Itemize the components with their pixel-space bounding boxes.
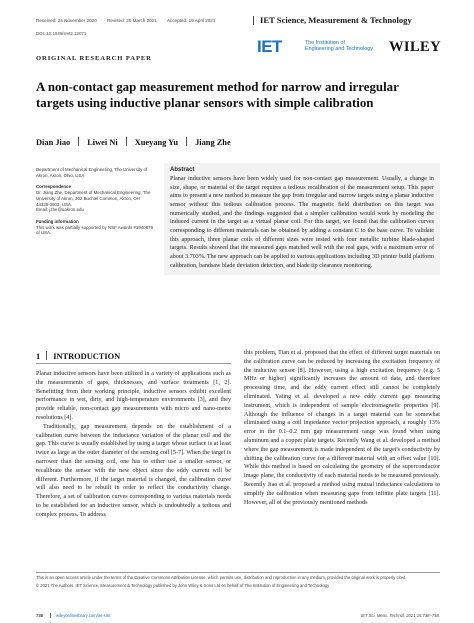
funding-text: This work was partially supported by NSF Awards #1940879 of USA. — [36, 224, 154, 236]
author-name: Xueyang Yu — [134, 138, 179, 147]
page-footer — [36, 613, 440, 619]
section-heading — [36, 351, 231, 364]
paper-title: A non-contact gap measurement method for narrow and irregular targets using inductive planar sensors with simple calibration — [36, 80, 399, 111]
journal-name: IET Science, Measurement & Technology — [260, 15, 412, 25]
author-name: Dian Jiao — [36, 138, 71, 147]
article-dates — [36, 18, 224, 23]
author-separator — [186, 137, 187, 146]
body-paragraph: this problem, Tian et al. proposed that the effect of different target materials on the calibration curve can be reduced by increasing the excitation frequency of the inductive sensor [8]. However, using a high excitation frequency (e.g. 5 MHz or higher) significantly increases the amount of data, and therefore processing time, and the eddy current effect still cannot be completely eliminated. Yating et al. developed a new eddy current gap measuring instrument, which is independent of sample electromagnetic properties [9]. Although the influence of changes in a target material can be somewhat eliminated using a coil impedance vector projection approach, a roughly 13% error in the 0.1–0.2 mm gap measurement range was found when using aluminum and a copper plate targets. Recently Wang et al. developed a method where the gap measurement is made independent of the target's conductivity by shifting the calibration curve for a different material with an offset value [10]. While this method is based on calculating the geometry of the superconductor image plane, the conductivity of each material needs to be measured previously. Recently Jiao et al. proposed a method using mutual inductance calculations to simplify the calibration when measuring gaps from infinite plate targets [11]. However, all of the previously mentioned methods — [244, 350, 440, 506]
affiliation: Department of Mechanical Engineering, The University of Akron, Akron, Ohio, USA — [36, 167, 148, 178]
article-type: ORIGINAL RESEARCH PAPER — [36, 55, 152, 62]
iet-logo-line2: Engineering and Technology — [305, 46, 373, 53]
funding-heading: Funding information — [36, 218, 79, 224]
iet-logo — [257, 37, 377, 56]
journal-link[interactable]: wileyonlinelibrary.com/iet-smt — [56, 613, 111, 618]
correspondence — [36, 184, 154, 213]
body-column-right — [244, 349, 440, 507]
revised-date: Revised: 20 March 2021 — [107, 18, 157, 23]
section-title: INTRODUCTION — [53, 352, 121, 361]
wiley-logo: WILEY — [389, 39, 441, 55]
accepted-date: Accepted: 19 April 2021 — [166, 18, 216, 23]
article-sidebar — [36, 167, 154, 242]
journal-citation: IET Sci. Meas. Technol. 2021;15:738–758. — [361, 613, 440, 618]
section-heading-divider — [46, 351, 47, 360]
abstract-heading: Abstract — [170, 167, 195, 173]
iet-logo-line1: The Institution of — [305, 40, 345, 46]
author-separator — [78, 137, 79, 146]
funding-info — [36, 219, 154, 236]
page-number: 738 — [36, 613, 43, 618]
author-name: Liwei Ni — [87, 138, 118, 147]
author-separator — [126, 137, 127, 146]
correspondence-heading: Correspondence — [36, 184, 71, 190]
article-dates-bar — [36, 17, 438, 27]
body-paragraph: Traditionally, gap measurement depends on the establishment of a calibration curve between the inductance variation of the planar coil and the gap. This curve is usually established by using a target whose surface is at least twice as large as the outer diameter of the sensing coil [5-7]. When the target is narrower than the sensing coil, one has to either use a smaller sensor, or recalibrate the sensor with the new object since the eddy current will be different. Furthermore, if the target material is changed, the calibration curve will also need to be rebuilt in order to reflect the conductivity change. Therefore, a set of calibration curves corresponding to various materials needs to be established for an inductive sensor, which is undoubtedly a tedious and complex process. To address — [36, 423, 231, 518]
doi: DOI: 10.1049/smt2.12071 — [36, 31, 87, 36]
body-paragraph: Planar inductive sensors have been utilized in a variety of applications such as the measurements of gaps, thicknesses, and surface treatments [1, 2]. Benefitting from their working principle, inductive sensors exhibit excellent performance in wet, dirty, and high-temperature environments [3], and they provide reliable, non-contact gap measurements with micro and nano-metre resolutions [4]. — [36, 371, 231, 421]
license-notice — [36, 575, 440, 590]
abstract-box — [164, 163, 440, 275]
received-date: Received: 24 November 2020 — [36, 18, 97, 23]
license-text: This is an open access article under the terms of the Creative Commons Attribution License, which permits use, distribution and reproduction in any medium, provided the original work is properly cited. — [36, 575, 407, 580]
author-name: Jiang Zhe — [195, 138, 231, 147]
body-column-left — [36, 370, 231, 520]
correspondence-email[interactable]: Email: jzhe@uakron.edu — [36, 207, 84, 213]
author-list — [36, 137, 231, 147]
footer-divider — [50, 613, 51, 618]
section-number: 1 — [36, 352, 41, 361]
iet-logo-mark: IET — [257, 37, 282, 56]
correspondence-text: Dr. Jiang Zhe, Department of Mechanical Engineering, The University of Akron, 302 Buchtel Common, Akron, OH 44325-3903, USA. — [36, 190, 151, 207]
copyright-text: © 2021 The Authors. IET Science, Measurement & Technology published by John Wiley & Sons Ltd on behalf of The Institution of Engineering and Technology — [36, 582, 330, 588]
header-divider — [253, 16, 254, 25]
abstract-text: Planar inductive sensors have been widely used for non-contact gap measurement. Usually, a change in size, shape, or material of the target requires a tedious recalibration of the measurement setup. This paper aims to present a new method to measure the gap from irregular and narrow targets using a planar inductive sensor without this tedious calibration process. The magnetic field distribution on this target was numerically studied, and the findings suggested that a simpler calibration would work by modeling the induced current in the target as a virtual planar coil. For this target, we found that the calibration curves corresponding to different materials can be obtained by adding a constant C to the base curve. To validate this approach, three planar coils of different sizes were tested with four metallic turbine blade-shaped targets. Results showed that the measured gaps matched well with the real gaps, with a maximum error of about 3.703%. The new approach can be applied to various applications including 3D printer build platform calibration, bandsaw blade deviation detection, and blade tip clearance monitoring. — [170, 176, 434, 269]
footnote-divider — [36, 572, 440, 573]
iet-logo-text — [305, 40, 373, 53]
